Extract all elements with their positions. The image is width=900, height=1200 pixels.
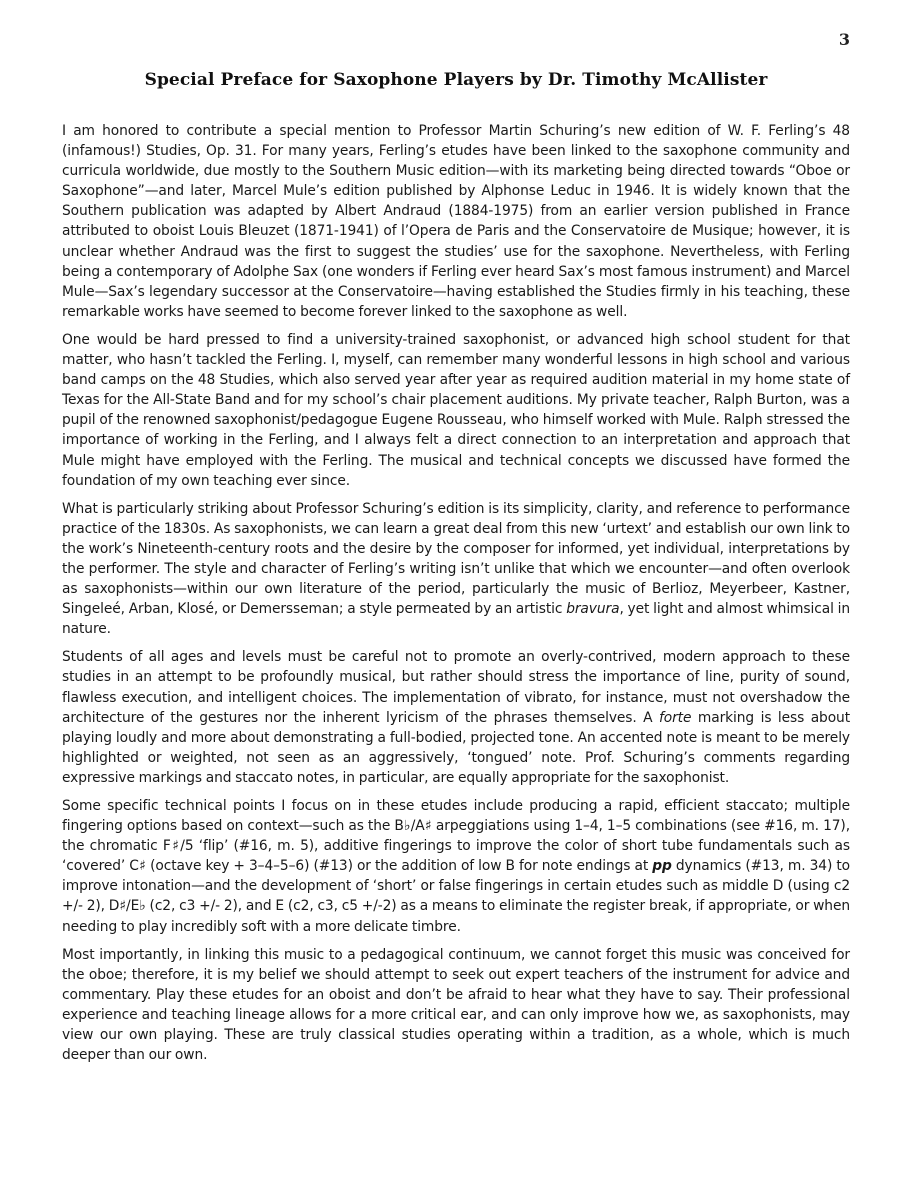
preface-body	[62, 121, 850, 1073]
paragraph-6: Most importantly, in linking this music to a pedagogical continuum, we cannot forget this music was conceived for the oboe; therefore, it is my belief we should attempt to seek out expert teachers of the instrument for advice and commentary. Play these etudes for an oboist and don’t be afraid to hear what they have to say. Their professional experience and teaching lineage allows for a more critical ear, and can only improve how we, as saxophonists, may view our own playing. These are truly classical studies operating within a tradition, as a whole, which is much deeper than our own.	[62, 946, 850, 1064]
page-title: Special Preface for Saxophone Players by Dr. Timothy McAllister	[144, 70, 768, 90]
paragraph-3-text-a: What is particularly striking about Professor Schuring’s edition is its simplicity, clarity, and reference to performance practice of the 1830s. As saxophonists, we can learn a great deal from this new ‘urtext’ and establish our own link to the work’s Nineteenth-century roots and the desire by the composer for informed, yet individual, interpretations by the performer. The style and character of Ferling’s writing isn’t unlike that which we encounter—and often overlook as saxophonists—within our own literature of the period, particularly the music of Berlioz, Meyerbeer, Kastner, Singeleé, Arban, Klosé, or Demersseman; a style permeated by an artistic	[62, 500, 850, 618]
paragraph-5-dynamic: pp	[652, 858, 672, 875]
paragraph-2: One would be hard pressed to find a university-trained saxophonist, or advanced high school student for that matter, who hasn’t tackled the Ferling. I, myself, can remember many wonderful lessons in high school and various band camps on the 48 Studies, which also served year after year as required audition material in my home state of Texas for the All-State Band and for my school’s chair placement auditions. My private teacher, Ralph Burton, was a pupil of the renowned saxophonist/pedagogue Eugene Rousseau, who himself worked with Mule. Ralph stressed the importance of working in the Ferling, and I always felt a direct connection to an interpretation and approach that Mule might have employed with the Ferling. The musical and technical concepts we discussed have formed the foundation of my own teaching ever since.	[62, 331, 850, 489]
paragraph-5-text-b: dynamics (#13, m. 34) to improve intonation—and the development of ‘short’ or false fingerings in certain etudes such as middle D (using c2 +/- 2), D♯/E♭ (c2, c3 +/- 2), and E (c2, c3, c5 +/-2) as a means to eliminate the register break, if appropriate, or when needing to play incredibly soft with a more delicate timbre.	[62, 858, 850, 935]
paragraph-4-text-a: Students of all ages and levels must be careful not to promote an overly-contrived, modern approach to these studies in an attempt to be profoundly musical, but rather should stress the importance of line, purity of sound, flawless execution, and intelligent choices. The implementation of vibrato, for instance, must not overshadow the architecture of the gestures nor the inherent lyricism of the phrases themselves. A	[62, 649, 850, 726]
paragraph-5	[62, 796, 850, 937]
paragraph-4-italic: forte	[659, 709, 692, 726]
paragraph-3-italic: bravura	[566, 601, 620, 618]
paragraph-5-text-a: Some specific technical points I focus on in these etudes include producing a rapid, efficient staccato; multiple fingering options based on context—such as the B♭/A♯ arpeggiations using 1–4, 1–5 combinations (see #16, m. 17), the chromatic F♯/5 ‘flip’ (#16, m. 5), additive fingerings to improve the color of short tube fundamentals such as ‘covered’ C♯ (octave key + 3–4–5–6) (#13) or the addition of low B for note endings at	[62, 798, 850, 875]
paragraph-3	[62, 499, 850, 640]
page-number: 3	[838, 30, 850, 49]
paragraph-4-text-b: marking is less about playing loudly and more about demonstrating a full-bodied, projected tone. An accented note is meant to be merely highlighted or weighted, not seen as an aggressively, ‘tongued’ note. Prof. Schuring’s comments regarding expressive markings and staccato notes, in particular, are equally appropriate for the saxophonist.	[62, 709, 851, 786]
paragraph-4	[62, 647, 850, 788]
paragraph-1: I am honored to contribute a special mention to Professor Martin Schuring’s new edition of W. F. Ferling’s 48 (infamous!) Studies, Op. 31. For many years, Ferling’s etudes have been linked to the saxophone community and curricula worldwide, due mostly to the Southern Music edition—with its marketing being directed towards “Oboe or Saxophone”—and later, Marcel Mule’s edition published by Alphonse Leduc in 1946. It is widely known that the Southern publication was adapted by Albert Andraud (1884-1975) from an earlier version published in France attributed to oboist Louis Bleuzet (1871-1941) of l’Opera de Paris and the Conservatoire de Musique; however, it is unclear whether Andraud was the first to suggest the studies’ use for the saxophone. Nevertheless, with Ferling being a contemporary of Adolphe Sax (one wonders if Ferling ever heard Sax’s most famous instrument) and Marcel Mule—Sax’s legendary successor at the Conservatoire—having established the Studies firmly in his teaching, these remarkable works have seemed to become forever linked to the saxophone as well.	[62, 123, 850, 320]
paragraph-3-text-b: , yet light and almost whimsical in nature.	[62, 601, 850, 638]
